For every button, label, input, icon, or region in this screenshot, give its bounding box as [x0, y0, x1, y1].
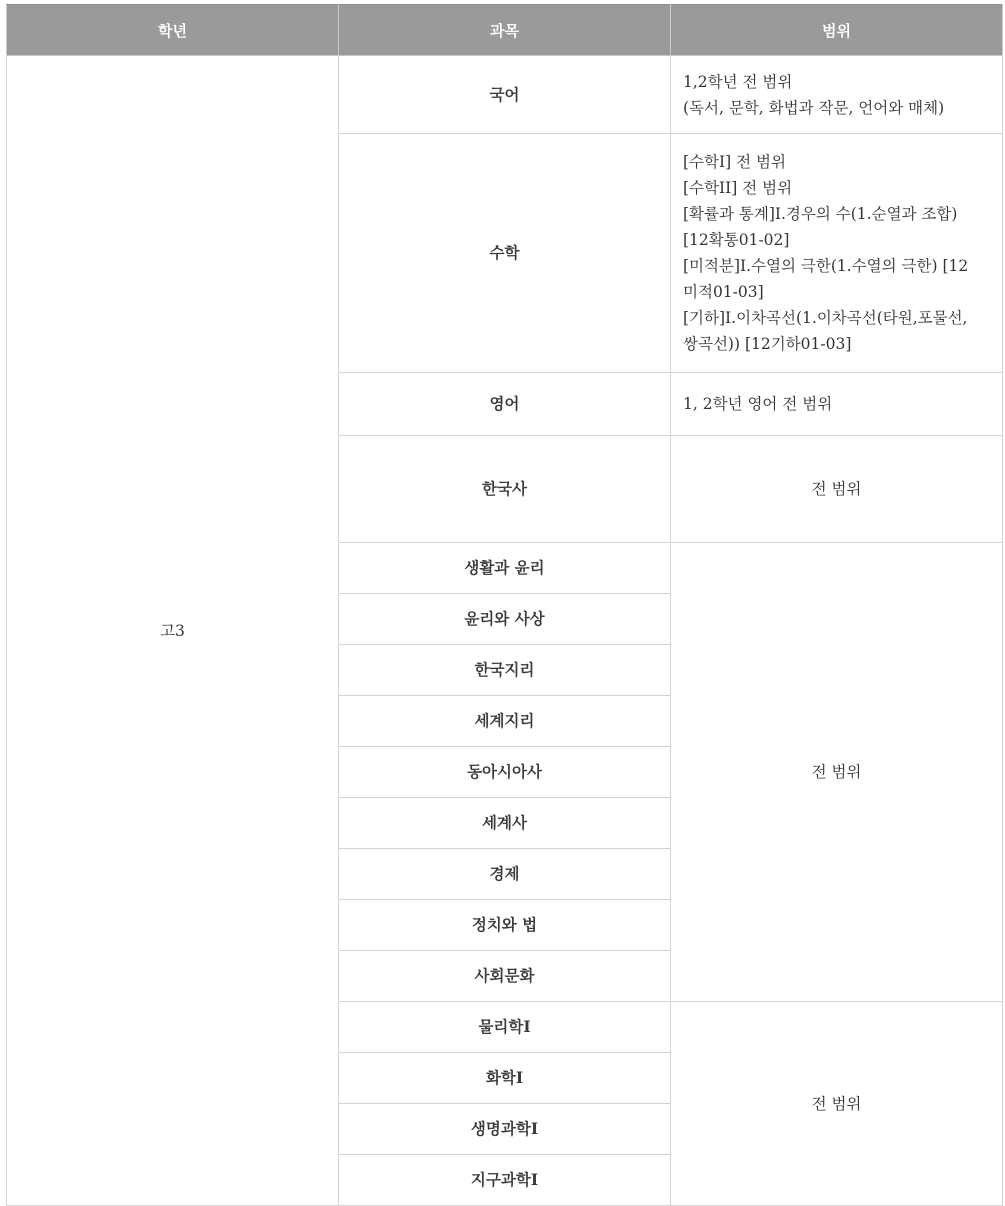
range-line: [12확통01-02] [683, 231, 790, 249]
subject-cell: 윤리와 사상 [339, 594, 671, 645]
subject-cell: 정치와 법 [339, 900, 671, 951]
header-row [7, 5, 1003, 56]
subject-cell: 동아시아사 [339, 747, 671, 798]
subject-cell: 지구과학I [339, 1155, 671, 1206]
header-subject: 과목 [339, 5, 671, 56]
subject-cell: 사회문화 [339, 951, 671, 1002]
exam-scope-table [6, 4, 1003, 1206]
range-line: [수학I] 전 범위 [683, 153, 786, 171]
range-line: [미적분]I.수열의 극한(1.수열의 극한) [12 [683, 257, 969, 275]
subject-cell: 영어 [339, 373, 671, 436]
range-cell [671, 134, 1003, 373]
range-cell: 1, 2학년 영어 전 범위 [671, 373, 1003, 436]
range-line: (독서, 문학, 화법과 작문, 언어와 매체) [683, 98, 945, 117]
range-cell [671, 56, 1003, 134]
grade-cell: 고3 [7, 56, 339, 1206]
subject-cell: 한국사 [339, 436, 671, 543]
subject-cell: 물리학I [339, 1002, 671, 1053]
subject-cell: 한국지리 [339, 645, 671, 696]
subject-cell: 화학I [339, 1053, 671, 1104]
range-line: [기하]I.이차곡선(1.이차곡선(타원,포물선, [683, 309, 968, 327]
range-line: 쌍곡선)) [12기하01-03] [683, 335, 852, 353]
subject-cell: 수학 [339, 134, 671, 373]
subject-cell: 생명과학I [339, 1104, 671, 1155]
range-line: [확률과 통계]I.경우의 수(1.순열과 조합) [683, 205, 958, 223]
range-cell-social: 전 범위 [671, 543, 1003, 1002]
subject-cell: 경제 [339, 849, 671, 900]
subject-cell: 세계사 [339, 798, 671, 849]
range-line: 미적01-03] [683, 283, 764, 301]
table-row [7, 56, 1003, 134]
subject-cell: 국어 [339, 56, 671, 134]
range-line: [수학II] 전 범위 [683, 179, 793, 197]
range-cell: 전 범위 [671, 436, 1003, 543]
header-grade: 학년 [7, 5, 339, 56]
header-range: 범위 [671, 5, 1003, 56]
subject-cell: 생활과 윤리 [339, 543, 671, 594]
subject-cell: 세계지리 [339, 696, 671, 747]
range-line: 1,2학년 전 범위 [683, 72, 793, 91]
range-cell-science: 전 범위 [671, 1002, 1003, 1206]
